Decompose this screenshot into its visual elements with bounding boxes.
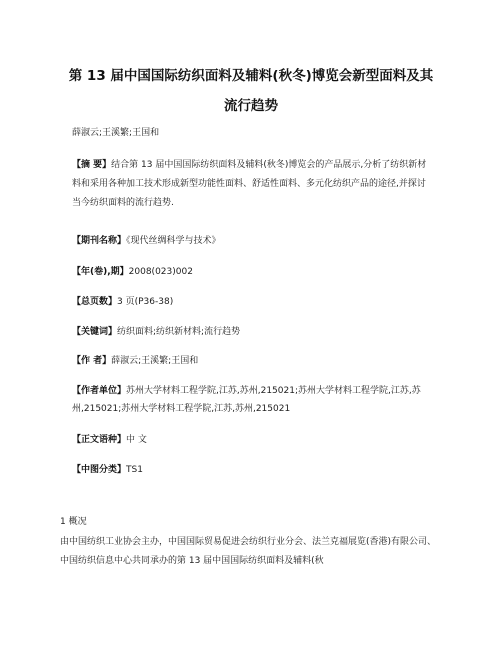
keywords-label: 【关键词】 (72, 327, 118, 337)
language-field (72, 433, 147, 447)
body-paragraph: 由中国纺织工业协会主办，中国国际贸易促进会纺织行业分会、法兰克福展览(香港)有限公司、中国纺织信息中心共同承办的第 13 届中国国际纺织面料及辅料(秋 (60, 537, 437, 566)
abstract-label: 【摘 要】 (72, 160, 112, 170)
pages-value: 3 页(P36-38) (117, 297, 174, 307)
journal-value: 《现代丝绸科学与技术》 (126, 236, 221, 246)
paper-title-line-1: 第 13 届中国国际纺织面料及辅料(秋冬)博览会新型面料及其 (68, 68, 434, 84)
keywords-value: 纺织面料;纺织新材料;流行趋势 (117, 327, 241, 337)
language-value: 中 文 (126, 435, 147, 445)
affiliation-field (72, 382, 432, 418)
affiliation-value: 苏州大学材料工程学院,江苏,苏州,215021;苏州大学材料工程学院,江苏,苏州,215021;苏州大学材料工程学院,江苏,苏州,215021 (72, 386, 421, 414)
journal-field (72, 234, 221, 248)
affiliation-label: 【作者单位】 (72, 386, 127, 396)
section-heading: 1 概况 (60, 517, 87, 527)
author-label: 【作 者】 (72, 356, 112, 366)
classification-value: TS1 (126, 465, 143, 475)
author-value: 薛淑云;王溪繁;王国和 (111, 356, 199, 366)
paper-title-line-2: 流行趋势 (224, 98, 278, 114)
author-field (72, 354, 198, 368)
pages-label: 【总页数】 (72, 297, 118, 307)
keywords-field (72, 325, 240, 339)
abstract-text: 结合第 13 届中国国际纺织面料及辅料(秋冬)博览会的产品展示,分析了纺织新材料和采用各种加工技术形成新型功能性面料、舒适性面料、多元化纺织产品的途径,并探讨当今纺织面料的流行趋势. (72, 160, 427, 208)
classification-field (72, 463, 143, 477)
authors-line: 薛淑云;王溪繁;王国和 (72, 128, 160, 138)
year-issue-label: 【年(卷),期】 (72, 267, 129, 277)
classification-label: 【中图分类】 (72, 465, 127, 475)
language-label: 【正文语种】 (72, 435, 127, 445)
pages-field (72, 295, 173, 309)
abstract-block (72, 156, 432, 213)
journal-label: 【期刊名称】 (72, 236, 127, 246)
year-issue-field (72, 265, 193, 279)
year-issue-value: 2008(023)002 (128, 267, 193, 277)
